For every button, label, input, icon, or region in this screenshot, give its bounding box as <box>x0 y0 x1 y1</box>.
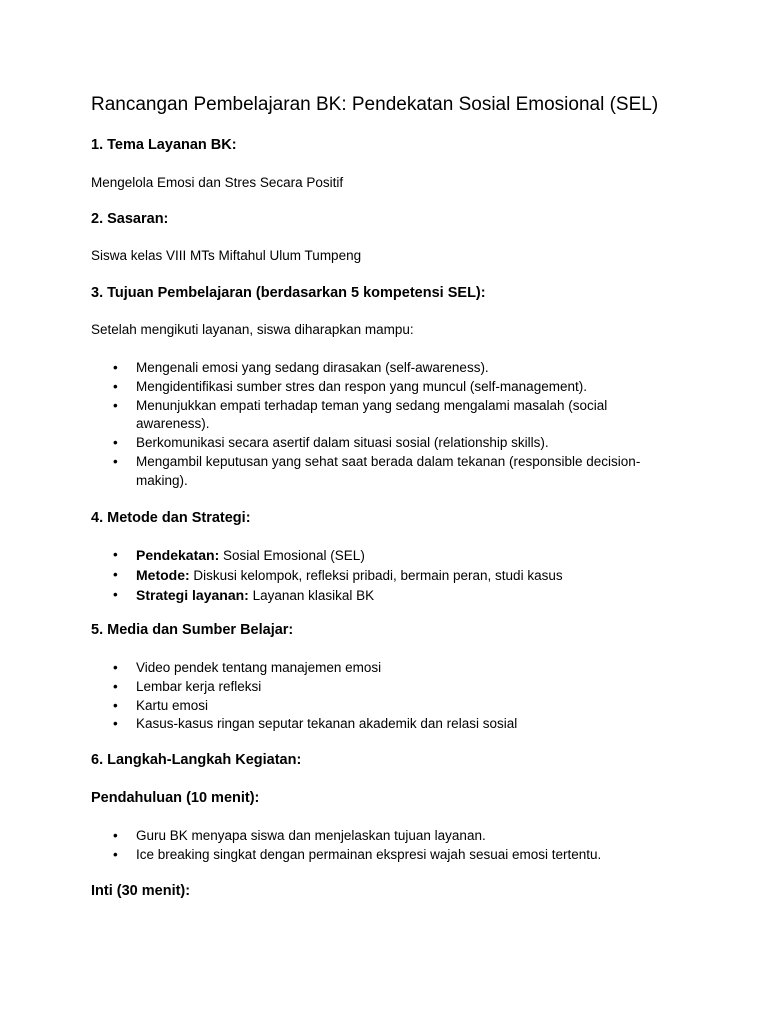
section-heading-tema: 1. Tema Layanan BK: <box>91 137 237 153</box>
list-item: • Ice breaking singkat dengan permainan ekspresi wajah sesuai emosi tertentu. <box>91 846 661 865</box>
list-item: • Guru BK menyapa siswa dan menjelaskan tujuan layanan. <box>91 827 661 846</box>
item-label: Pendekatan: <box>136 547 220 563</box>
document-title: Rancangan Pembelajaran BK: Pendekatan Sosial Emosional (SEL) <box>91 94 659 115</box>
tema-text: Mengelola Emosi dan Stres Secara Positif <box>91 175 344 190</box>
item-label: Metode: <box>136 566 190 583</box>
tujuan-intro: Setelah mengikuti layanan, siswa diharapkan mampu: <box>91 322 414 337</box>
list-item: • Kartu emosi <box>91 697 661 716</box>
section-heading-media: 5. Media dan Sumber Belajar: <box>91 622 294 638</box>
section-heading-metode: 4. Metode dan Strategi: <box>91 510 251 526</box>
item-value: Sosial Emosional (SEL) <box>219 548 365 563</box>
tujuan-list <box>91 359 661 491</box>
list-item <box>91 566 661 586</box>
item-value: Diskusi kelompok, refleksi pribadi, bermain peran, studi kasus <box>189 567 563 583</box>
list-item: • Lembar kerja refleksi <box>91 678 661 697</box>
item-value: Layanan klasikal BK <box>248 587 375 603</box>
media-list <box>91 659 661 734</box>
list-item: • Berkomunikasi secara asertif dalam situasi sosial (relationship skills). <box>91 434 661 453</box>
list-item: • Video pendek tentang manajemen emosi <box>91 659 661 678</box>
list-item: • Menunjukkan empati terhadap teman yang sedang mengalami masalah (social awareness). <box>91 397 661 435</box>
metode-list <box>91 546 661 605</box>
list-item <box>91 586 661 606</box>
pendahuluan-list <box>91 827 661 865</box>
list-item: • Kasus-kasus ringan seputar tekanan akademik dan relasi sosial <box>91 715 661 734</box>
subsection-heading-pendahuluan: Pendahuluan (10 menit): <box>91 790 260 806</box>
list-item: • Mengidentifikasi sumber stres dan respon yang muncul (self-management). <box>91 378 661 397</box>
list-item <box>91 546 661 566</box>
section-heading-langkah: 6. Langkah-Langkah Kegiatan: <box>91 752 302 768</box>
item-label: Strategi layanan: <box>136 586 249 603</box>
list-item: • Mengenali emosi yang sedang dirasakan (self-awareness). <box>91 359 661 378</box>
section-heading-sasaran: 2. Sasaran: <box>91 211 169 227</box>
sasaran-text: Siswa kelas VIII MTs Miftahul Ulum Tumpeng <box>91 248 362 263</box>
list-item: • Mengambil keputusan yang sehat saat berada dalam tekanan (responsible decision-making). <box>91 453 661 491</box>
section-heading-tujuan: 3. Tujuan Pembelajaran (berdasarkan 5 kompetensi SEL): <box>91 285 486 301</box>
subsection-heading-inti: Inti (30 menit): <box>91 883 191 899</box>
